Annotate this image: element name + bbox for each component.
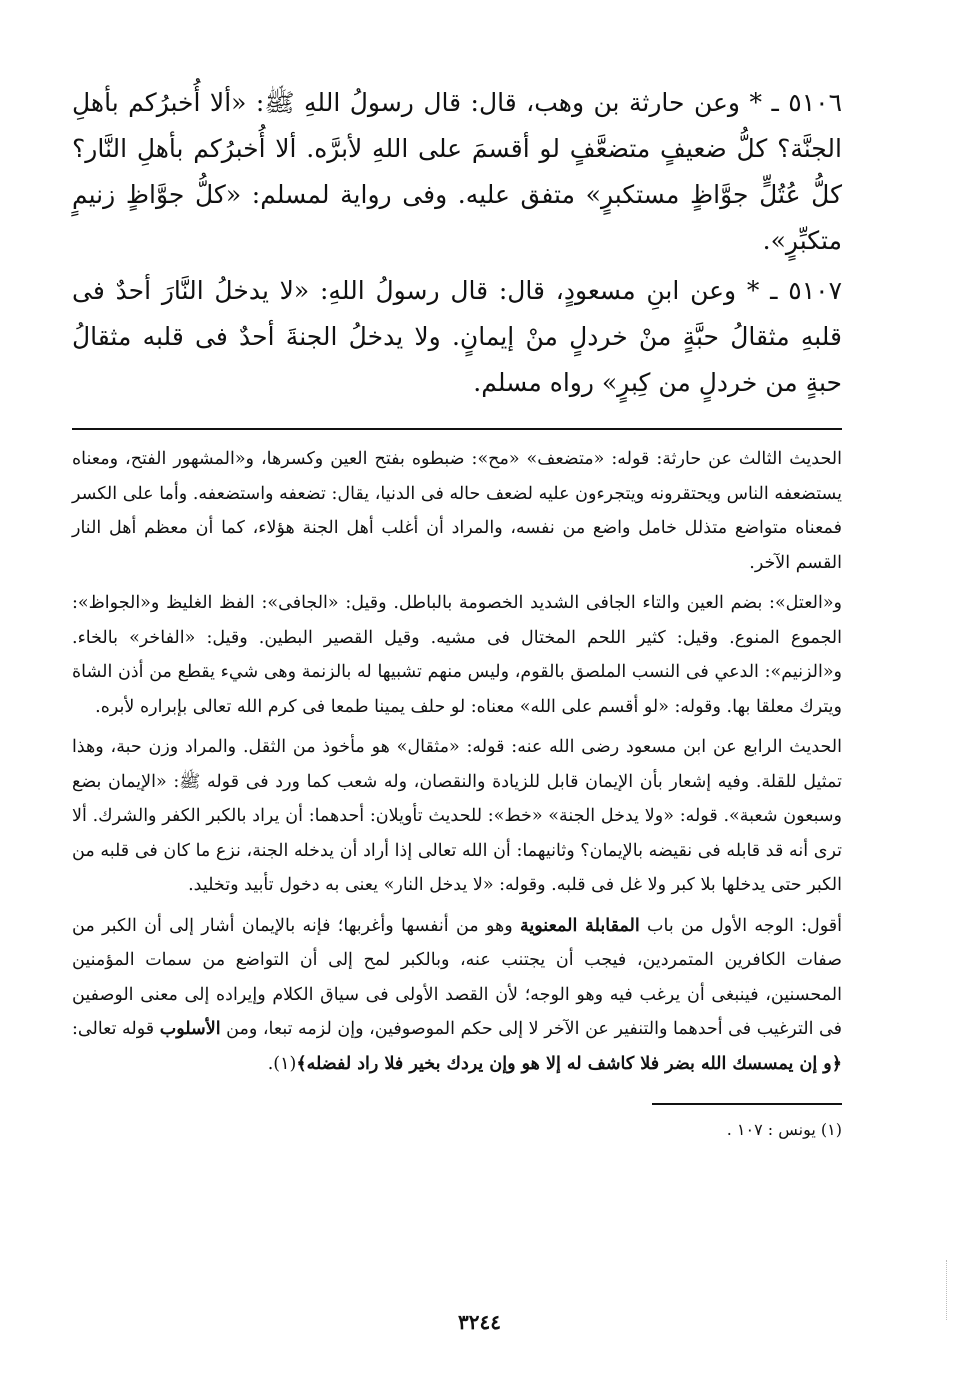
commentary-paragraph: الحديث الثالث عن حارثة: قوله: «متضعف» «مح»: ضبطوه بفتح العين وكسرها، و«المشهور الفتح، ومعناه يستضعفه الناس ويحتقرونه ويتجرءون عليه لضعف حاله فى الدنيا، يقال: تضعفه واستضعفه. وأما على الكسر فمعناه متواضع متذلل خامل واضع من نفسه، والمراد أن أغلب أهل الجنة هؤلاء، كما أن معظم أهل النار القسم الآخر.: [72, 449, 842, 573]
text-run: وهو من أنفسها وأغربها؛ فإنه بالإيمان أشار إلى أن الكبر من صفات الكافرين المتمردين، فيجب أن يجتنب عنه، وبالكبر لمح إلى أن التواضع من سمات المؤمنين المحسنين، فينبغى أن يرغب فيه وهو الوجه؛ لأن القصد الأولى فى سياق الكلام وإيراده إلى معنى الوصفين فى الترغيب فى أحدهما والتنفير عن الآخر لا إلى حكم الموصوفين، وإن لزمه تبعا، ومن: [72, 915, 842, 1039]
bold-term: المقابلة المعنوية: [520, 915, 640, 936]
scan-edge-mark: [932, 1260, 947, 1320]
hadith-section: [72, 80, 842, 406]
hadith-5106: ٥١٠٦ ـ * وعن حارثة بن وهب، قال: قال رسولُ اللهِ ﷺ: «ألا أُخبرُكم بأهلِ الجنَّة؟ كلُّ ضعيفٍ متضعَّفٍ لو أقسمَ على اللهِ لأبرَّه. ألا أُخبرُكم بأهلِ النَّار؟ كلُّ عُتُلٍّ جوَّاظٍ مستكبرٍ» متفق عليه. وفى رواية لمسلم: «كلُّ جوَّاظٍ زنيمٍ متكبِّرٍ».: [72, 88, 842, 255]
commentary-section: [72, 442, 842, 1081]
page-body: [72, 80, 842, 1145]
footnote-divider: [652, 1103, 842, 1105]
commentary-paragraph: و«العتل»: بضم العين والتاء الجافى الشديد الخصومة بالباطل. وقيل: «الجافى»: الفظ الغليظ و«الجواظ»: الجموع المنوع. وقيل: كثير اللحم المختال فى مشيه. وقيل القصير البطين. وقيل: «الفاخر» بالخاء. و«الزنيم»: الدعي فى النسب الملصق بالقوم، وليس منهم تشبيها له بالزنمة وهى شيء يقطع من أذن الشاة ويترك معلقا بها. وقوله: «لو أقسم على الله» معناه: لو حلف يمينا طمعا فى كرم الله تعالى بإبراره لأبره.: [72, 593, 842, 717]
commentary-paragraph: الحديث الرابع عن ابن مسعود رضى الله عنه: قوله: «مثقال» هو مأخوذ من الثقل. والمراد وزن حبة، وهذا تمثيل للقلة. وفيه إشعار بأن الإيمان قابل للزيادة والنقصان، وله شعب كما ورد فى قوله ﷺ: «الإيمان بضع وسبعون شعبة». قوله: «ولا يدخل الجنة» «خط»: للحديث تأويلان: أحدهما: أن يراد بالكبر الكفر والشرك. ألا ترى أنه قد قابله فى نقيضه بالإيمان؟ وثانيهما: أن الله تعالى إذا أراد أن يدخله الجنة، نزع ما كان فى قلبه من الكبر حتى يدخلها بلا كبر ولا غل فى قلبه. وقوله: «لا يدخل النار» يعنى به دخول تأبيد وتخليد.: [72, 737, 842, 895]
quran-verse: ﴿و إن يمسسك الله بضر فلا كاشف له إلا هو وإن يردك بخير فلا راد لفضله﴾: [296, 1053, 842, 1074]
footnote-ref: (١).: [267, 1053, 297, 1074]
hadith-5107: ٥١٠٧ ـ * وعن ابنِ مسعودٍ، قال: قال رسولُ اللهِ: «لا يدخلُ النَّارَ أحدٌ فى قلبهِ مثقالُ حبَّةٍ منْ خردلٍ منْ إيمانٍ. ولا يدخلُ الجنةَ أحدٌ فى قلبه مثقالُ حبةٍ من خردلٍ من كِبرٍ» رواه مسلم.: [72, 276, 842, 397]
commentary-paragraph: [72, 909, 842, 1082]
text-run: أقول: الوجه الأول من باب: [639, 915, 842, 936]
page-number: ٣٢٤٤: [458, 1310, 501, 1334]
footnote: (١) يونس : ١٠٧ .: [726, 1120, 842, 1139]
section-divider: [72, 428, 842, 430]
text-run: قوله تعالى:: [72, 1019, 160, 1039]
bold-term: الأسلوب: [159, 1019, 221, 1039]
